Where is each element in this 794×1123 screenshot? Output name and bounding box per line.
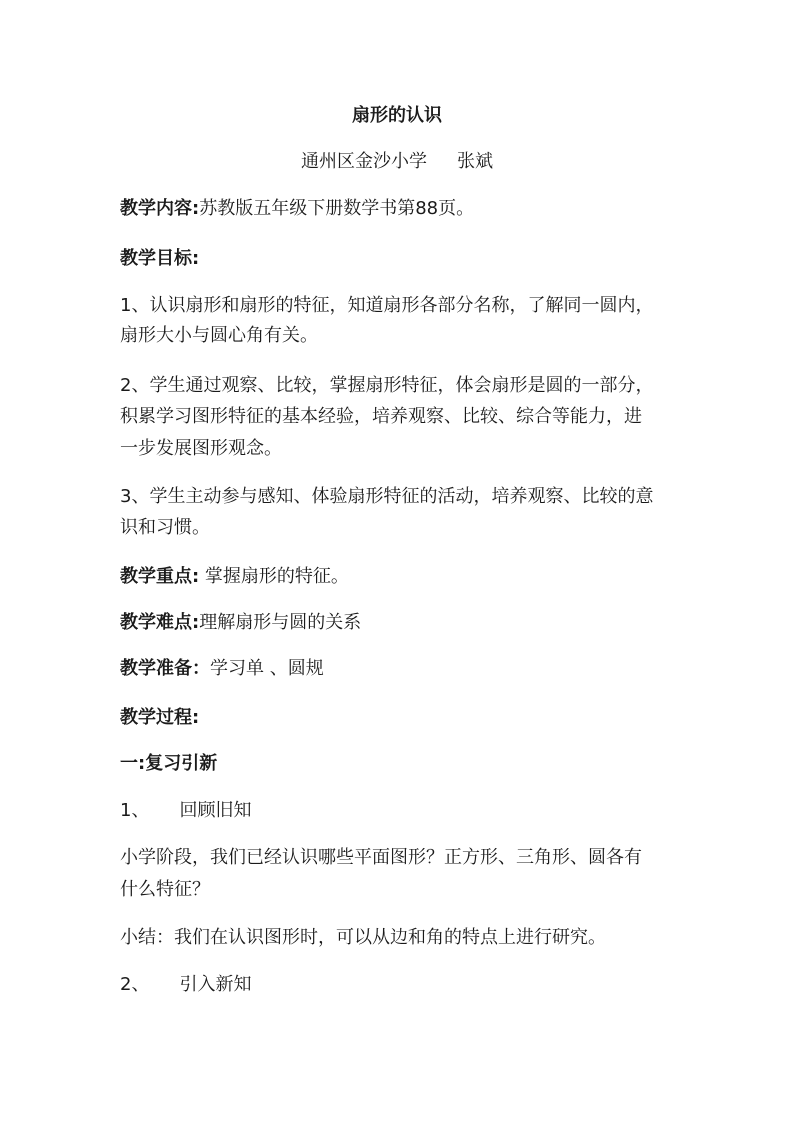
step-1-text-line-2: 什么特征？ [120,879,210,900]
key-point [120,565,680,589]
goal-1-line-2: 扇形大小与圆心角有关。 [120,325,318,346]
author-name: 张斌 [457,151,493,172]
teaching-content-label: 教学内容: [120,198,200,219]
step-2-text: 引入新知 [179,974,252,995]
author-line [0,150,794,174]
difficulty-text: 理解扇形与圆的关系 [199,612,362,633]
goal-3-line-1: 3、学生主动参与感知、体验扇形特征的活动，培养观察、比较的意 [120,486,654,507]
author-school: 通州区金沙小学 [301,151,427,172]
difficulty-label: 教学难点: [120,612,200,633]
process-heading: 教学过程: [120,707,200,728]
difficulty [120,611,680,635]
goal-2-line-2: 积累学习图形特征的基本经验，培养观察、比较、综合等能力，进 [120,406,642,427]
step-1-number: 1、 [120,800,150,821]
document-title: 扇形的认识 [352,105,442,126]
step-1 [120,799,680,823]
preparation-text: 学习单 、圆规 [210,658,324,679]
key-point-text: 掌握扇形的特征。 [199,566,349,587]
summary-line: 小结：我们在认识图形时，可以从边和角的特点上进行研究。 [120,927,606,948]
goal-2-line-3: 一步发展图形观念。 [120,438,282,459]
goal-1-line-1: 1、认识扇形和扇形的特征，知道扇形各部分名称，了解同一圆内， [120,295,654,316]
goal-2-line-1: 2、学生通过观察、比较，掌握扇形特征，体会扇形是圆的一部分， [120,375,654,396]
teaching-content [120,197,680,221]
teaching-goals-heading: 教学目标: [120,248,200,269]
goal-3-line-2: 识和习惯。 [120,517,210,538]
step-2-number: 2、 [120,974,150,995]
key-point-label: 教学重点: [120,566,200,587]
teaching-content-text: 苏教版五年级下册数学书第88页。 [199,198,475,219]
step-2 [120,973,680,997]
step-1-text-line-1: 小学阶段，我们已经认识哪些平面图形？正方形、三角形、圆各有 [120,847,642,868]
preparation [120,657,680,681]
section-review-heading: 一:复习引新 [120,753,218,774]
step-1-text: 回顾旧知 [179,800,252,821]
preparation-label: 教学准备： [120,658,210,679]
